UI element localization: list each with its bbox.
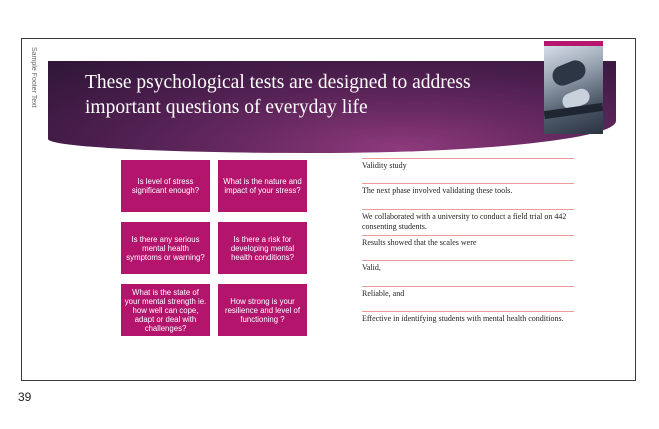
microscope-image xyxy=(544,41,603,134)
list-item: Validity study xyxy=(362,158,574,171)
page-number: 39 xyxy=(18,390,32,404)
footer-text: Sample Footer Text xyxy=(30,47,37,108)
slide xyxy=(21,38,636,381)
list-item: Valid, xyxy=(362,260,574,273)
question-box: How strong is your resilience and level of functioning ? xyxy=(218,284,307,336)
accent-bar xyxy=(544,41,603,46)
question-box: Is there a risk for developing mental health conditions? xyxy=(218,222,307,274)
question-box: What is the state of your mental strength ie. how well can cope, adapt or deal with challenges? xyxy=(121,284,210,336)
list-item: Reliable, and xyxy=(362,286,574,299)
list-item: Effective in identifying students with mental health conditions. xyxy=(362,311,574,324)
list-item: Results showed that the scales were xyxy=(362,235,574,248)
slide-title: These psychological tests are designed to address important questions of everyday life xyxy=(85,72,471,118)
question-box: Is there any serious mental health symptoms or warning? xyxy=(121,222,210,274)
list-item: We collaborated with a university to conduct a field trial on 442 consenting students. xyxy=(362,209,574,231)
question-box: Is level of stress significant enough? xyxy=(121,160,210,212)
question-box: What is the nature and impact of your stress? xyxy=(218,160,307,212)
list-item: The next phase involved validating these tools. xyxy=(362,183,574,196)
